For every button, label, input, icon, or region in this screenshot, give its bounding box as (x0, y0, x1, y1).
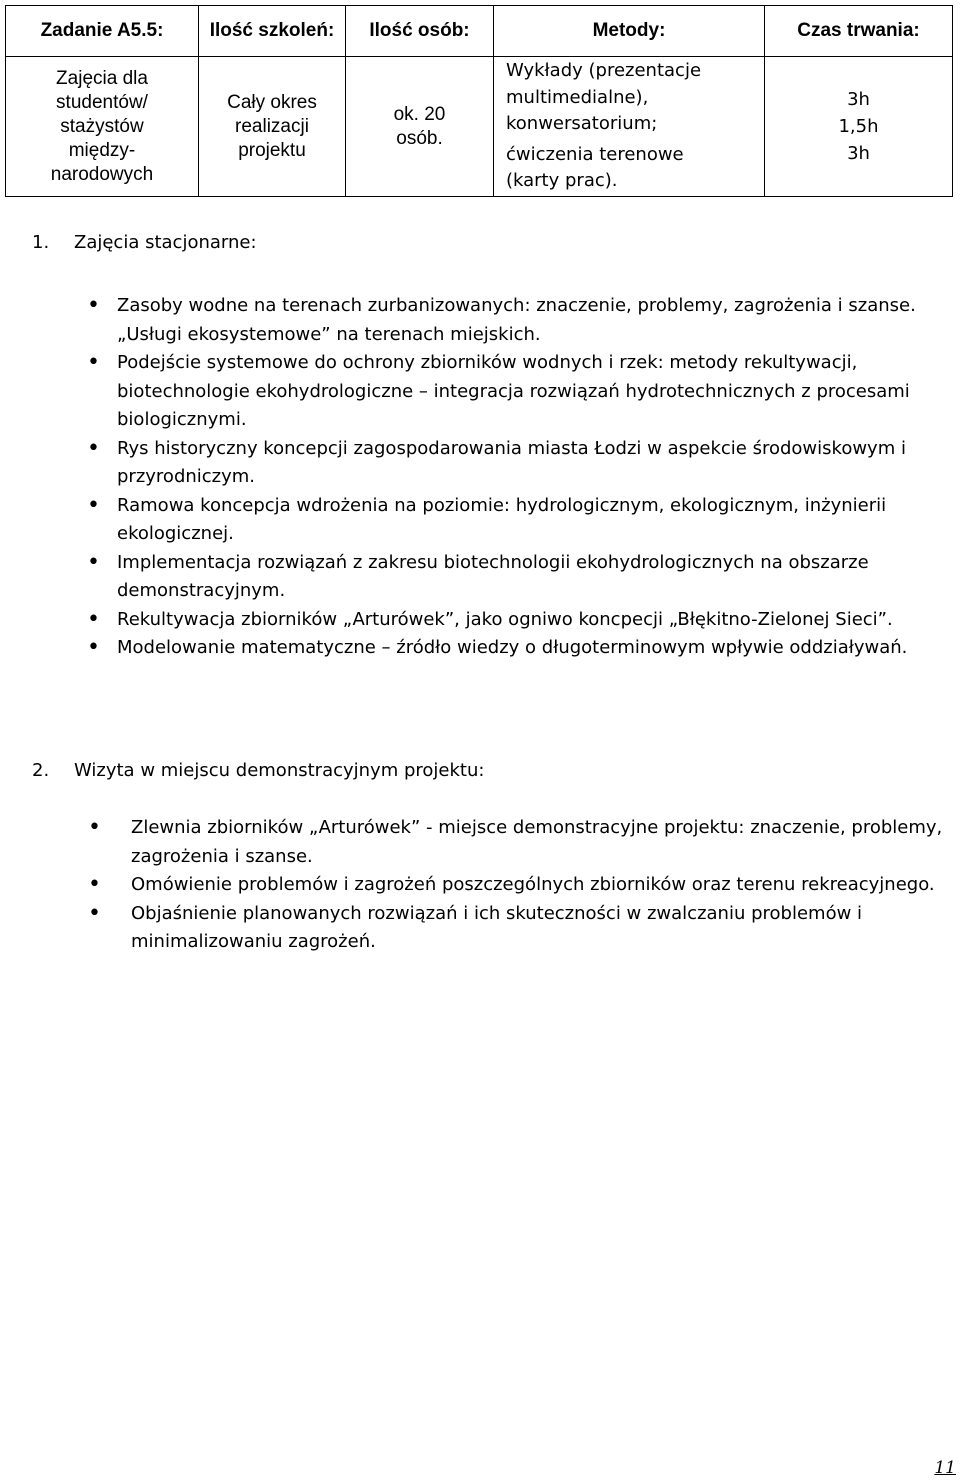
cell-participants: Zajęcia dla studentów/ stażystów między- narodowych (6, 57, 199, 197)
header-duration: Czas trwania: (765, 6, 953, 57)
section-2-title: Wizyta w miejscu demonstracyjnym projektu: (74, 760, 485, 781)
list-item: • Objaśnienie planowanych rozwiązań i ich skuteczności w zwalczaniu problemów i minimalizowaniu zagrożeń. (131, 900, 953, 957)
cell-trainings: Cały okres realizacji projektu (199, 57, 346, 197)
list-item: • Podejście systemowe do ochrony zbiorników wodnych i rzek: metody rekultywacji, biotechnologie ekohydrologiczne – integracja rozwiązań hydrotechnicznych z procesami biologicznymi. (117, 349, 947, 435)
list-item: • Ramowa koncepcja wdrożenia na poziomie: hydrologicznym, ekologicznym, inżynierii ekologicznej. (117, 492, 947, 549)
list-item: • Zlewnia zbiorników „Arturówek” - miejsce demonstracyjne projektu: znaczenie, problemy, zagrożenia i szanse. (131, 814, 953, 871)
task-table (5, 5, 953, 197)
section-1-list (117, 292, 947, 663)
section-2-heading (32, 757, 484, 785)
table-row (6, 57, 953, 197)
section-2-number: 2. (32, 760, 50, 781)
cell-duration: 3h 1,5h 3h (765, 57, 953, 197)
section-1-heading (32, 229, 257, 257)
list-item: • Rekultywacja zbiorników „Arturówek”, jako ogniwo koncpecji „Błękitno-Zielonej Sieci”. (117, 606, 947, 635)
page-number: 11 (934, 1458, 956, 1478)
list-item: • Implementacja rozwiązań z zakresu biotechnologii ekohydrologicznych na obszarze demonstracyjnym. (117, 549, 947, 606)
section-1-number: 1. (32, 232, 50, 253)
list-item: • Zasoby wodne na terenach zurbanizowanych: znaczenie, problemy, zagrożenia i szanse. „Usługi ekosystemowe” na terenach miejskich. (117, 292, 947, 349)
header-persons: Ilość osób: (346, 6, 494, 57)
cell-persons: ok. 20 osób. (346, 57, 494, 197)
section-2-list (131, 814, 953, 957)
list-item: • Omówienie problemów i zagrożeń poszczególnych zbiorników oraz terenu rekreacyjnego. (131, 871, 953, 900)
list-item: • Modelowanie matematyczne – źródło wiedzy o długoterminowym wpływie oddziaływań. (117, 634, 947, 663)
table-header-row (6, 6, 953, 57)
cell-methods: Wykłady (prezentacje multimedialne), konwersatorium; ćwiczenia terenowe (karty prac). (494, 57, 765, 197)
header-task: Zadanie A5.5: (6, 6, 199, 57)
header-methods: Metody: (494, 6, 765, 57)
list-item: • Rys historyczny koncepcji zagospodarowania miasta Łodzi w aspekcie środowiskowym i przyrodniczym. (117, 435, 947, 492)
header-trainings: Ilość szkoleń: (199, 6, 346, 57)
section-1-title: Zajęcia stacjonarne: (74, 232, 257, 253)
